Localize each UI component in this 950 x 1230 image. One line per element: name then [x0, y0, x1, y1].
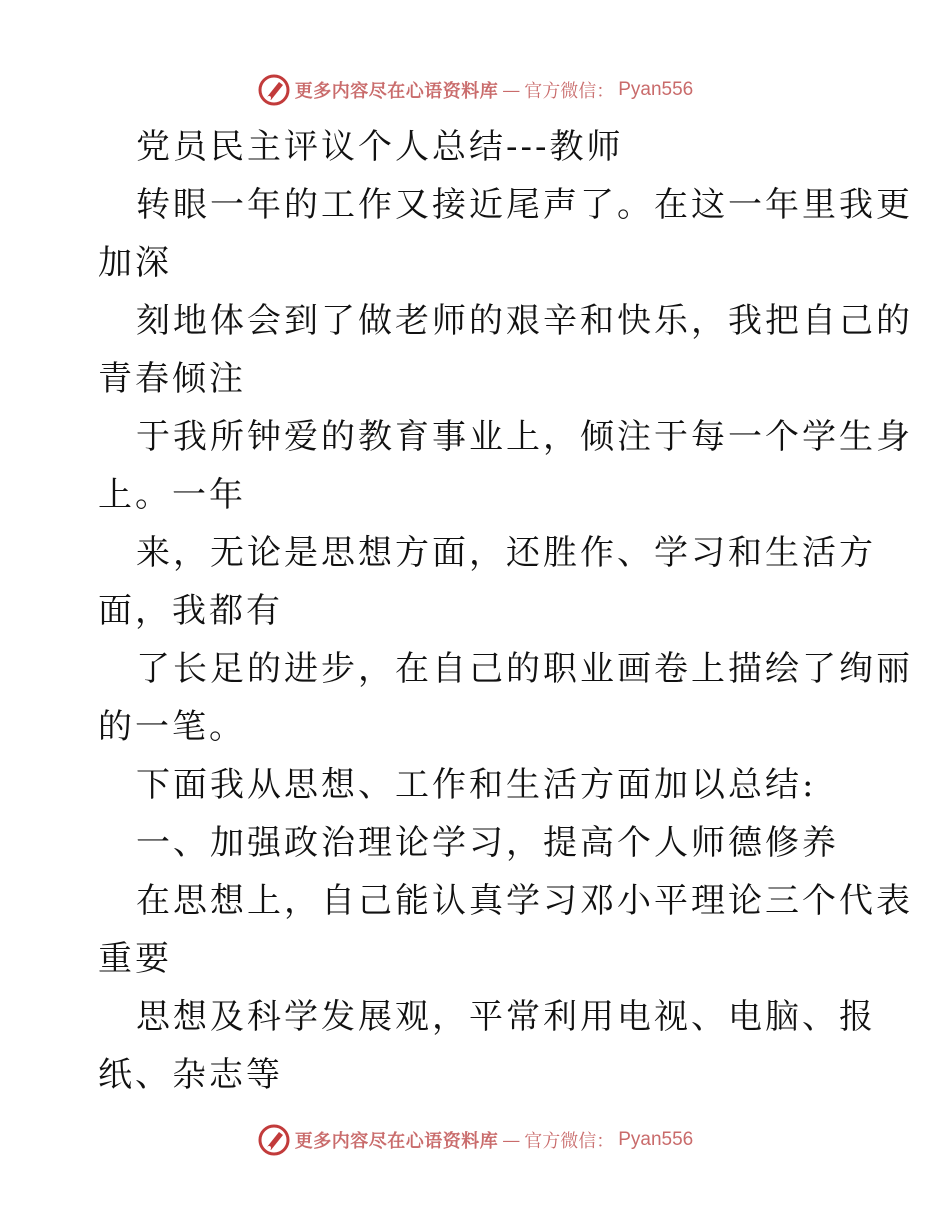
footer-banner-dash: —	[502, 1129, 521, 1151]
header-wechat-label: 官方微信：	[524, 81, 615, 102]
header-banner	[257, 73, 694, 107]
pen-circle-logo-icon	[257, 73, 291, 107]
text-line: 纸、杂志等	[98, 1055, 283, 1095]
text-line: 上。一年	[98, 475, 246, 515]
text-line: 在思想上，自己能认真学习邓小平理论三个代表	[136, 881, 913, 921]
doc-title: 党员民主评议个人总结---教师	[136, 127, 624, 167]
header-banner-dash: —	[502, 79, 521, 101]
text-line: 下面我从思想、工作和生活方面加以总结:	[136, 765, 817, 805]
footer-wechat-id: Pyan556	[618, 1129, 694, 1150]
footer-banner-text: 更多内容尽在心语资料库	[294, 1131, 499, 1152]
page-header	[0, 70, 950, 110]
header-banner-text: 更多内容尽在心语资料库	[294, 81, 499, 102]
text-line: 来，无论是思想方面，还胜作、学习和生活方	[136, 533, 876, 573]
document-body	[98, 118, 913, 1104]
pen-circle-logo-icon	[257, 1123, 291, 1157]
text-line: 青春倾注	[98, 359, 246, 399]
footer-wechat-label: 官方微信：	[524, 1131, 615, 1152]
text-line: 加深	[98, 243, 172, 283]
text-line: 重要	[98, 939, 172, 979]
text-line: 转眼一年的工作又接近尾声了。在这一年里我更	[136, 185, 913, 225]
section-heading: 一、加强政治理论学习，提高个人师德修养	[136, 823, 839, 863]
page-footer	[0, 1120, 950, 1160]
text-line: 思想及科学发展观，平常利用电视、电脑、报	[136, 997, 876, 1037]
text-line: 的一笔。	[98, 707, 246, 747]
header-wechat-id: Pyan556	[618, 79, 694, 100]
text-line: 面，我都有	[98, 591, 283, 631]
text-line: 于我所钟爱的教育事业上，倾注于每一个学生身	[136, 417, 913, 457]
text-line: 刻地体会到了做老师的艰辛和快乐，我把自己的	[136, 301, 913, 341]
footer-banner	[257, 1123, 694, 1157]
text-line: 了长足的进步，在自己的职业画卷上描绘了绚丽	[136, 649, 913, 689]
